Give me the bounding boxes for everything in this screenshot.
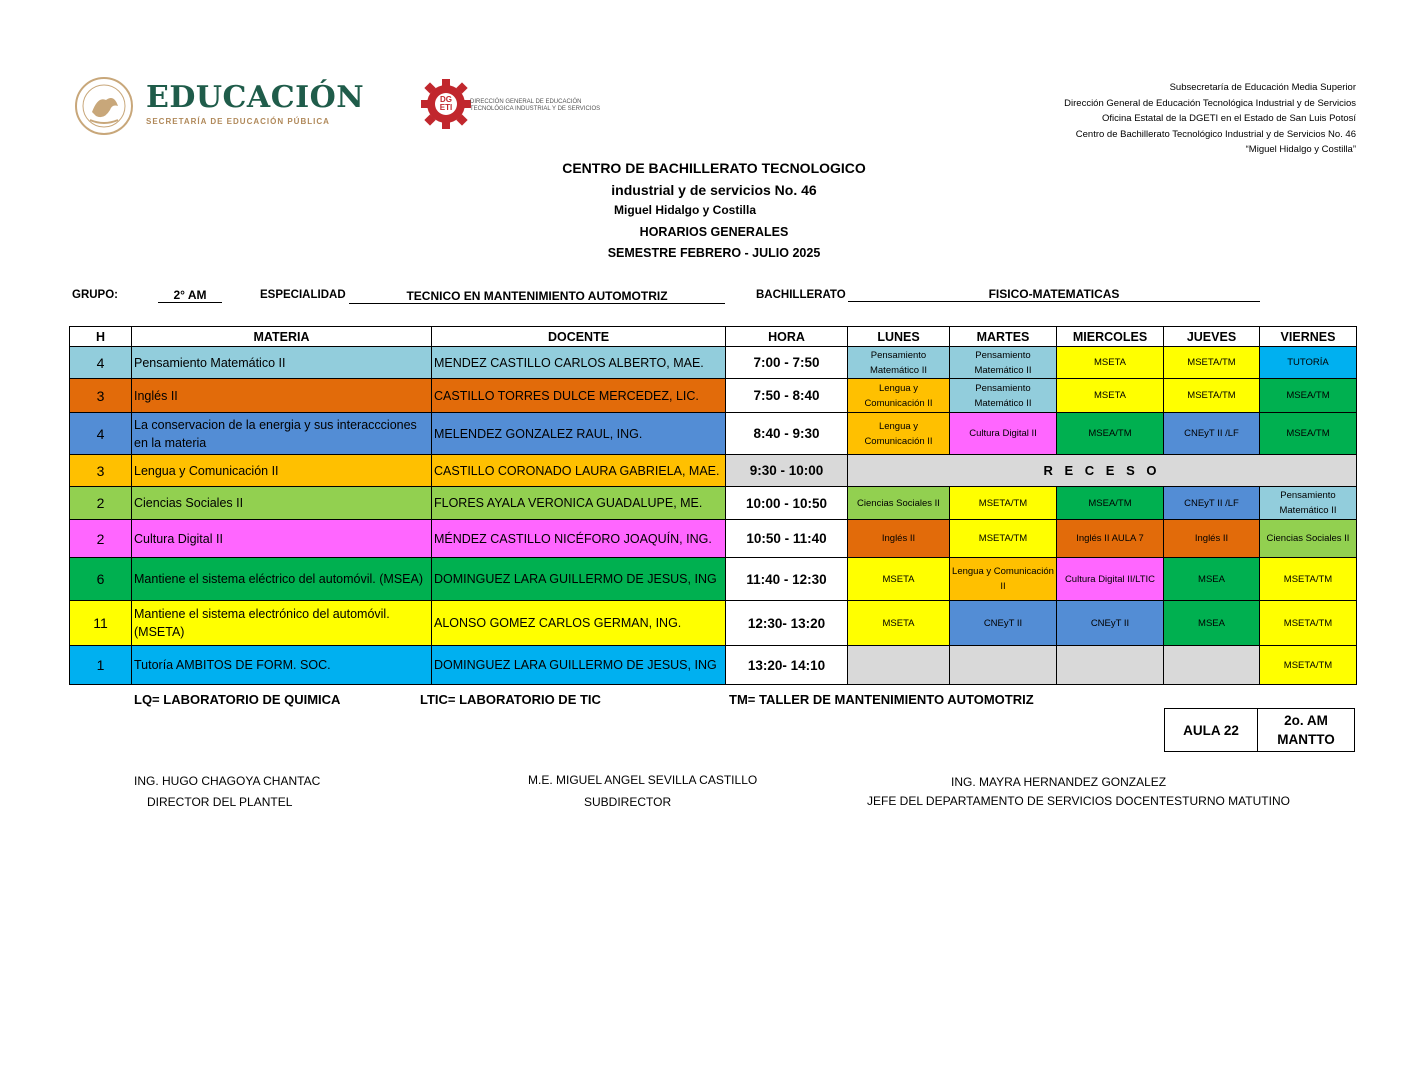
legend-tm: TM= TALLER DE MANTENIMIENTO AUTOMOTRIZ (729, 692, 1034, 707)
grupo-value: 2° AM (158, 288, 222, 303)
time-cell: 10:00 - 10:50 (726, 487, 848, 520)
legend-ltic: LTIC= LABORATORIO DE TIC (420, 692, 601, 707)
column-header: MIERCOLES (1057, 327, 1164, 347)
subject-cell: La conservacion de la energia y sus interaccciones en la materia (132, 413, 432, 455)
teacher-cell: MÉNDEZ CASTILLO NICÉFORO JOAQUÍN, ING. (432, 520, 726, 558)
header-line: Dirección General de Educación Tecnológica Industrial y de Servicios (1064, 97, 1356, 109)
day-cell: Ciencias Sociales II (848, 487, 950, 520)
school-name: Miguel Hidalgo y Costilla (614, 203, 757, 217)
hours-cell: 4 (70, 413, 132, 455)
school-title: CENTRO DE BACHILLERATO TECNOLOGICO (562, 160, 866, 176)
column-header: LUNES (848, 327, 950, 347)
subject-cell: Mantiene el sistema electrónico del automóvil. (MSETA) (132, 601, 432, 646)
day-cell: MSETA/TM (1260, 601, 1357, 646)
jefe-title: JEFE DEL DEPARTAMENTO DE SERVICIOS DOCENTESTURNO MATUTINO (867, 794, 1290, 808)
day-cell: CNEyT II /LF (1164, 487, 1260, 520)
day-cell: MSETA/TM (950, 520, 1057, 558)
svg-text:DG: DG (440, 95, 452, 104)
teacher-cell: ALONSO GOMEZ CARLOS GERMAN, ING. (432, 601, 726, 646)
day-cell: MSETA (1057, 347, 1164, 379)
day-cell: Cultura Digital II (950, 413, 1057, 455)
school-subtitle: industrial y de servicios No. 46 (611, 182, 817, 198)
day-cell: TUTORÍA (1260, 347, 1357, 379)
time-cell: 13:20- 14:10 (726, 646, 848, 685)
teacher-cell: MENDEZ CASTILLO CARLOS ALBERTO, MAE. (432, 347, 726, 379)
day-cell: MSETA/TM (1260, 646, 1357, 685)
teacher-cell: CASTILLO CORONADO LAURA GABRIELA, MAE. (432, 455, 726, 487)
aula-group-line: 2o. AM (1284, 713, 1328, 728)
dgeti-gear-icon (420, 78, 472, 130)
semester-title: SEMESTRE FEBRERO - JULIO 2025 (607, 246, 821, 260)
table-row (70, 558, 1357, 601)
teacher-cell: CASTILLO TORRES DULCE MERCEDEZ, LIC. (432, 379, 726, 413)
column-header: VIERNES (1260, 327, 1357, 347)
column-header: HORA (726, 327, 848, 347)
day-cell: Cultura Digital II/LTIC (1057, 558, 1164, 601)
table-row (70, 455, 1357, 487)
column-header: H (70, 327, 132, 347)
bachillerato-value: FISICO-MATEMATICAS (848, 287, 1260, 302)
day-cell: MSETA (1057, 379, 1164, 413)
subdirector-title: SUBDIRECTOR (584, 795, 672, 809)
subject-cell: Ciencias Sociales II (132, 487, 432, 520)
column-header: MATERIA (132, 327, 432, 347)
time-cell: 11:40 - 12:30 (726, 558, 848, 601)
day-cell: Ciencias Sociales II (1260, 520, 1357, 558)
day-cell: MSEA/TM (1057, 413, 1164, 455)
table-row (70, 379, 1357, 413)
time-cell: 9:30 - 10:00 (726, 455, 848, 487)
day-cell: CNEyT II (950, 601, 1057, 646)
especialidad-label: ESPECIALIDAD (260, 289, 346, 301)
subject-cell: Lengua y Comunicación II (132, 455, 432, 487)
subject-cell: Pensamiento Matemático II (132, 347, 432, 379)
day-cell: Lengua y Comunicación II (950, 558, 1057, 601)
dgeti-line-1: DIRECCIÓN GENERAL DE EDUCACIÓN (470, 99, 582, 105)
column-header: MARTES (950, 327, 1057, 347)
header-line: Centro de Bachillerato Tecnológico Industrial y de Servicios No. 46 (1075, 128, 1356, 140)
aula-group (1258, 709, 1355, 752)
educacion-logo-subtitle: SECRETARÍA DE EDUCACIÓN PÚBLICA (146, 117, 330, 126)
table-row (70, 413, 1357, 455)
header-line: Subsecretaría de Educación Media Superior (1169, 82, 1356, 93)
column-header: JUEVES (1164, 327, 1260, 347)
day-cell: Inglés II AULA 7 (1057, 520, 1164, 558)
day-cell: Pensamiento Matemático II (950, 379, 1057, 413)
time-cell: 7:00 - 7:50 (726, 347, 848, 379)
day-cell: MSETA (848, 601, 950, 646)
day-cell: Inglés II (848, 520, 950, 558)
table-header-row (70, 327, 1357, 347)
director-name: ING. HUGO CHAGOYA CHANTAC (134, 774, 321, 788)
day-cell: Lengua y Comunicación II (848, 379, 950, 413)
jefe-name: ING. MAYRA HERNANDEZ GONZALEZ (951, 775, 1167, 789)
hours-cell: 4 (70, 347, 132, 379)
dgeti-logo-text (470, 99, 600, 113)
bachillerato-label: BACHILLERATO (756, 289, 846, 301)
legend-lq: LQ= LABORATORIO DE QUIMICA (134, 692, 341, 707)
aula-group-line: MANTTO (1277, 732, 1335, 747)
day-cell: MSEA/TM (1260, 379, 1357, 413)
header-line: Oficina Estatal de la DGETI en el Estado de San Luis Potosí (1102, 113, 1356, 124)
subject-cell: Inglés II (132, 379, 432, 413)
time-cell: 12:30- 13:20 (726, 601, 848, 646)
hours-cell: 2 (70, 520, 132, 558)
day-cell (848, 646, 950, 685)
aula-box (1164, 708, 1355, 752)
day-cell: MSETA/TM (1164, 347, 1260, 379)
hours-cell: 11 (70, 601, 132, 646)
time-cell: 8:40 - 9:30 (726, 413, 848, 455)
hours-cell: 3 (70, 455, 132, 487)
subject-cell: Cultura Digital II (132, 520, 432, 558)
day-cell (1164, 646, 1260, 685)
hours-cell: 3 (70, 379, 132, 413)
hours-cell: 2 (70, 487, 132, 520)
day-cell: Inglés II (1164, 520, 1260, 558)
hours-cell: 6 (70, 558, 132, 601)
especialidad-value: TECNICO EN MANTENIMIENTO AUTOMOTRIZ (349, 289, 725, 304)
teacher-cell: DOMINGUEZ LARA GUILLERMO DE JESUS, ING (432, 646, 726, 685)
day-cell: CNEyT II /LF (1164, 413, 1260, 455)
day-cell: MSEA (1164, 558, 1260, 601)
mexican-seal-icon (74, 76, 134, 136)
day-cell: CNEyT II (1057, 601, 1164, 646)
day-cell: Pensamiento Matemático II (950, 347, 1057, 379)
educacion-logo-word: EDUCACIÓN (146, 80, 365, 115)
institution-header (1064, 80, 1356, 158)
subdirector-name: M.E. MIGUEL ANGEL SEVILLA CASTILLO (528, 773, 758, 787)
day-cell: MSETA/TM (1164, 379, 1260, 413)
day-cell: MSEA/TM (1057, 487, 1164, 520)
day-cell: MSEA (1164, 601, 1260, 646)
hours-cell: 1 (70, 646, 132, 685)
recess-cell: R E C E S O (848, 455, 1357, 487)
table-row (70, 347, 1357, 379)
time-cell: 10:50 - 11:40 (726, 520, 848, 558)
day-cell: Pensamiento Matemático II (848, 347, 950, 379)
schedule-table (69, 326, 1357, 685)
director-title: DIRECTOR DEL PLANTEL (147, 795, 293, 809)
table-row (70, 520, 1357, 558)
day-cell (1057, 646, 1164, 685)
day-cell: MSETA (848, 558, 950, 601)
time-cell: 7:50 - 8:40 (726, 379, 848, 413)
table-row (70, 646, 1357, 685)
column-header: DOCENTE (432, 327, 726, 347)
day-cell: MSETA/TM (1260, 558, 1357, 601)
day-cell: MSEA/TM (1260, 413, 1357, 455)
schedule-title: HORARIOS GENERALES (639, 225, 789, 239)
teacher-cell: DOMINGUEZ LARA GUILLERMO DE JESUS, ING (432, 558, 726, 601)
header-line: “Miguel Hidalgo y Costilla” (1245, 144, 1356, 155)
aula-label: AULA 22 (1165, 709, 1258, 752)
day-cell: Lengua y Comunicación II (848, 413, 950, 455)
subject-cell: Tutoría AMBITOS DE FORM. SOC. (132, 646, 432, 685)
dgeti-line-2: TECNOLÓGICA INDUSTRIAL Y DE SERVICIOS (470, 106, 601, 112)
table-row (70, 487, 1357, 520)
table-row (70, 601, 1357, 646)
day-cell (950, 646, 1057, 685)
day-cell: Pensamiento Matemático II (1260, 487, 1357, 520)
teacher-cell: FLORES AYALA VERONICA GUADALUPE, ME. (432, 487, 726, 520)
grupo-label: GRUPO: (72, 289, 118, 301)
subject-cell: Mantiene el sistema eléctrico del automóvil. (MSEA) (132, 558, 432, 601)
svg-text:ETI: ETI (439, 103, 453, 112)
teacher-cell: MELENDEZ GONZALEZ RAUL, ING. (432, 413, 726, 455)
day-cell: MSETA/TM (950, 487, 1057, 520)
